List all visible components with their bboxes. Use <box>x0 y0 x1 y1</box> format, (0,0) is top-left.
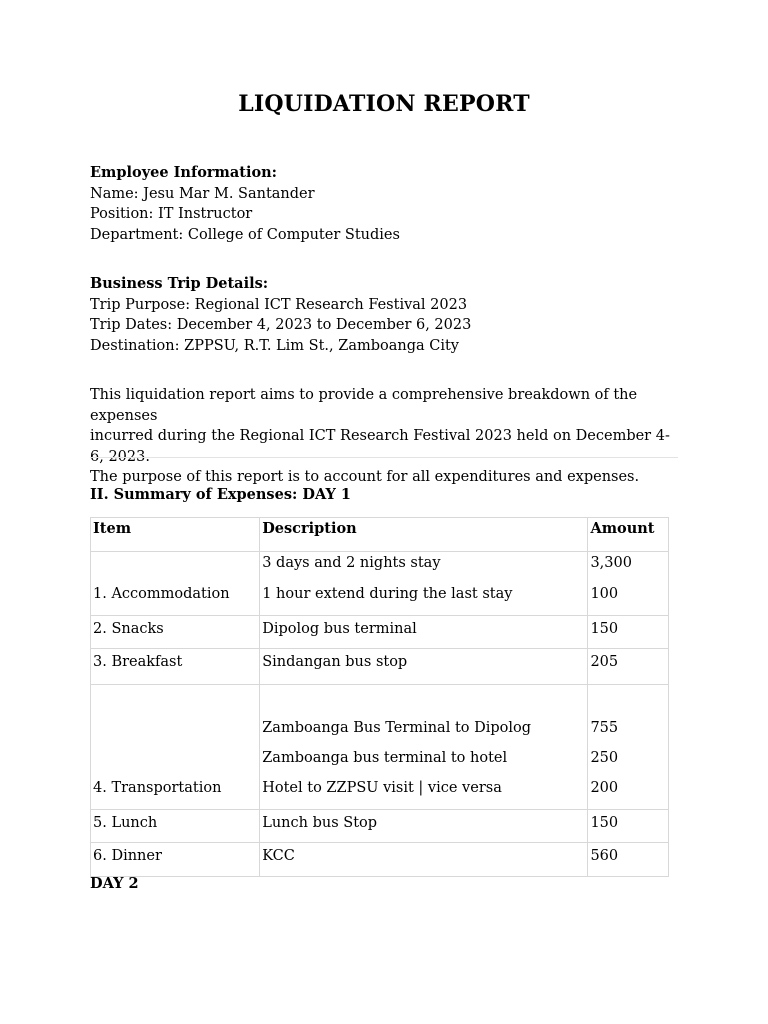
description-line: Zamboanga Bus Terminal to Dipolog <box>262 720 532 736</box>
description-cell <box>260 649 588 685</box>
day2-heading: DAY 2 <box>90 875 139 892</box>
table-row <box>91 552 669 616</box>
employee-position: Position: IT Instructor <box>90 206 253 222</box>
employee-name: Name: Jesu Mar M. Santander <box>90 185 315 202</box>
table-row <box>91 649 669 685</box>
intro-line: The purpose of this report is to account for all expenditures and expenses. <box>90 469 640 485</box>
amount-line: 755 <box>590 720 619 736</box>
item-cell: 6. Dinner <box>91 843 260 877</box>
employee-info <box>90 163 400 245</box>
column-header-amount: Amount <box>588 518 669 552</box>
column-header-item: Item <box>91 518 260 552</box>
divider <box>90 457 678 458</box>
amount-line: 250 <box>590 750 619 766</box>
description-cell <box>260 552 588 616</box>
amount-line: 205 <box>590 654 619 670</box>
column-header-description: Description <box>260 518 588 552</box>
description-cell <box>260 616 588 649</box>
expenses-table <box>90 517 669 877</box>
item-cell: 2. Snacks <box>91 616 260 649</box>
employee-department: Department: College of Computer Studies <box>90 226 400 243</box>
table-row <box>91 616 669 649</box>
amount-cell <box>588 649 669 685</box>
item-cell: 4. Transportation <box>91 685 260 810</box>
amount-cell <box>588 810 669 843</box>
table-row <box>91 810 669 843</box>
description-line: 3 days and 2 nights stay <box>262 555 441 571</box>
amount-cell <box>588 685 669 810</box>
amount-cell <box>588 843 669 877</box>
description-line: KCC <box>262 848 295 864</box>
intro-paragraph <box>90 385 680 488</box>
summary-heading: II. Summary of Expenses: DAY 1 <box>90 486 351 503</box>
trip-details-heading: Business Trip Details: <box>90 275 269 292</box>
table-row <box>91 685 669 810</box>
amount-line: 100 <box>590 586 619 602</box>
amount-line: 3,300 <box>590 555 632 571</box>
trip-dates: Trip Dates: December 4, 2023 to December 6, 2023 <box>90 317 472 333</box>
item-cell: 1. Accommodation <box>91 552 260 616</box>
employee-info-heading: Employee Information: <box>90 164 278 181</box>
description-line: Hotel to ZZPSU visit | vice versa <box>262 780 502 796</box>
description-line: Lunch bus Stop <box>262 815 378 831</box>
description-line: Dipolog bus terminal <box>262 621 417 637</box>
description-line: Sindangan bus stop <box>262 654 408 670</box>
intro-line: This liquidation report aims to provide a comprehensive breakdown of the expenses <box>90 387 638 424</box>
amount-line: 560 <box>590 848 619 864</box>
trip-destination: Destination: ZPPSU, R.T. Lim St., Zamboanga City <box>90 337 459 354</box>
description-cell <box>260 843 588 877</box>
description-cell <box>260 810 588 843</box>
amount-cell <box>588 552 669 616</box>
table-row <box>91 843 669 877</box>
amount-line: 200 <box>590 780 619 796</box>
table-header-row <box>91 518 669 552</box>
item-cell: 5. Lunch <box>91 810 260 843</box>
description-line: Zamboanga bus terminal to hotel <box>262 750 508 766</box>
amount-cell <box>588 616 669 649</box>
item-cell: 3. Breakfast <box>91 649 260 685</box>
description-cell <box>260 685 588 810</box>
description-line: 1 hour extend during the last stay <box>262 586 513 602</box>
intro-line: incurred during the Regional ICT Research Festival 2023 held on December 4-6, 2023. <box>90 428 670 465</box>
amount-line: 150 <box>590 621 619 637</box>
trip-details <box>90 274 471 356</box>
trip-purpose: Trip Purpose: Regional ICT Research Festival 2023 <box>90 296 468 313</box>
report-title: LIQUIDATION REPORT <box>238 91 530 117</box>
amount-line: 150 <box>590 815 619 831</box>
